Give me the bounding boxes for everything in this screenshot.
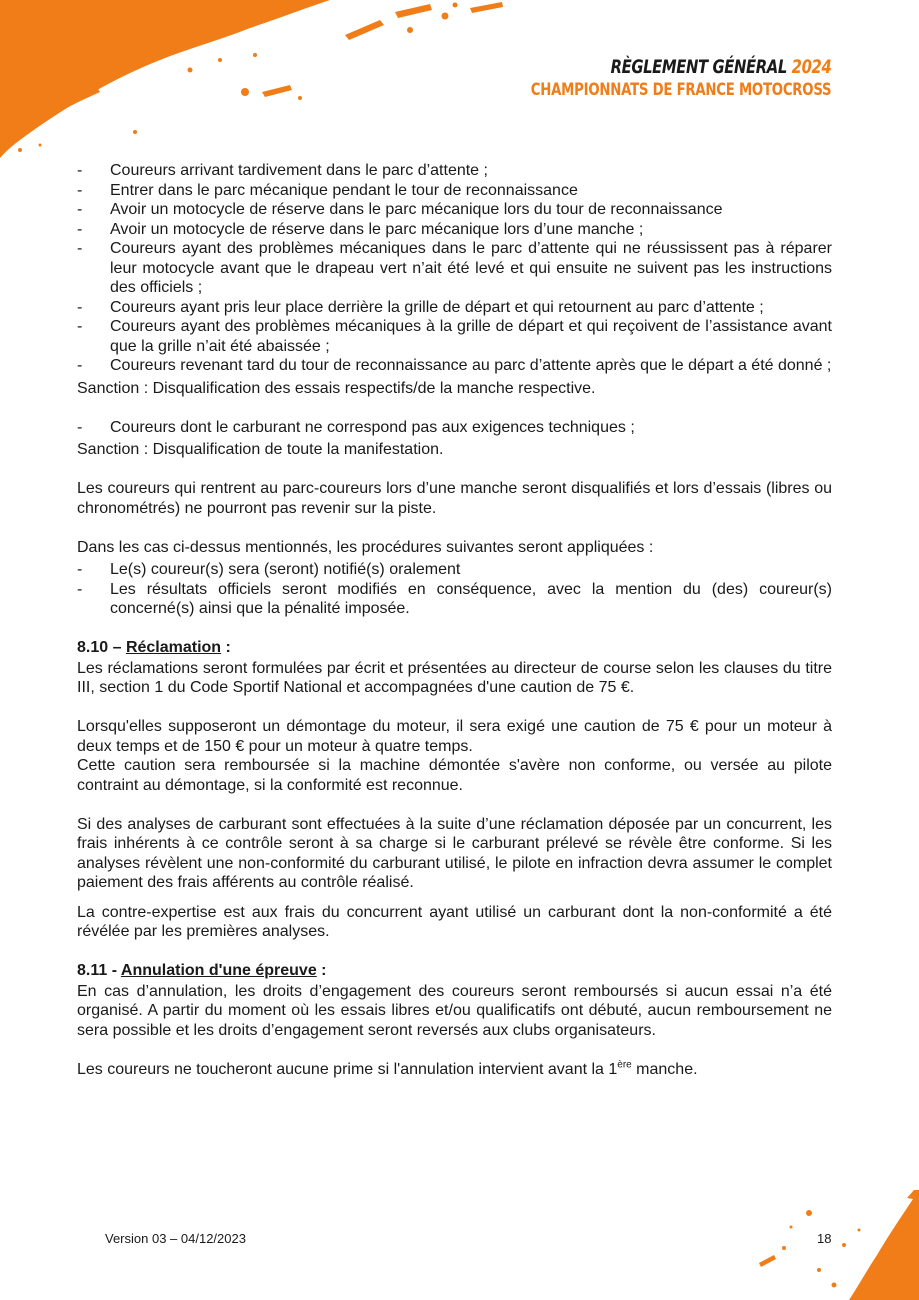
document-header <box>530 56 831 101</box>
paragraph: En cas d’annulation, les droits d’engagement des coureurs seront remboursés si aucun essai n’a été organisé. A partir du moment où les essais libres et/ou qualificatifs ont débuté, aucun remboursement ne sera possible et les droits d’engagement seront reversés aux clubs organisateurs. <box>77 982 832 1039</box>
orange-splash-decoration-bottom <box>749 1190 919 1300</box>
fuel-infraction-list <box>77 418 832 438</box>
paragraph: Les réclamations seront formulées par écrit et présentées au directeur de course selon les clauses du titre III, section 1 du Code Sportif National et accompagnées d'une caution de 75 €. <box>77 659 832 696</box>
section-number: 8.10 – <box>77 639 126 656</box>
header-subtitle: CHAMPIONNATS DE FRANCE MOTOCROSS <box>530 80 831 100</box>
section-colon: : <box>316 962 327 979</box>
procedures-intro: Dans les cas ci-dessus mentionnés, les procédures suivantes seront appliquées : <box>77 538 654 556</box>
footer-version: Version 03 – 04/12/2023 <box>105 1231 246 1246</box>
list-item: - Coureurs revenant tard du tour de reconnaissance au parc d’attente après que le départ a été donné ; <box>77 356 832 376</box>
section-heading-8-11 <box>77 961 832 981</box>
paragraph: Si des analyses de carburant sont effectuées à la suite d’une réclamation déposée par un concurrent, les frais inhérents à ce contrôle seront à sa charge si le carburant prélevé se révèle être conforme. Si les analyses révèlent une non-conformité du carburant utilisé, le pilote en infraction devra assumer le complet paiement des frais afférents au contrôle réalisé. <box>77 815 832 891</box>
section-colon: : <box>221 639 231 656</box>
list-item: - Coureurs arrivant tardivement dans le parc d’attente ; <box>77 161 832 181</box>
list-item: - Coureurs ayant des problèmes mécaniques à la grille de départ et qui reçoivent de l’assistance avant que la grille n’ait été abaissée ; <box>77 317 832 356</box>
section-title: Annulation d'une épreuve <box>120 962 317 979</box>
list-item: - Coureurs ayant des problèmes mécaniques dans le parc d’attente qui ne réussissent pas à réparer leur motocycle avant que le drapeau vert n’ait été levé et qui ensuite ne suivent pas les instructions des officiels ; <box>77 239 832 298</box>
section-title: Réclamation <box>125 639 222 656</box>
section-number: 8.11 - <box>77 962 121 979</box>
paragraph <box>77 1060 832 1080</box>
text-run: manche. <box>631 1060 698 1078</box>
header-year: 2024 <box>791 56 831 78</box>
list-item: - Entrer dans le parc mécanique pendant le tour de reconnaissance <box>77 181 832 201</box>
superscript: ère <box>617 1059 632 1071</box>
infractions-list <box>77 161 832 376</box>
page-number: 18 <box>817 1231 832 1246</box>
section-heading-8-10 <box>77 638 832 658</box>
document-body <box>77 161 832 1079</box>
list-item: - Les résultats officiels seront modifiés en conséquence, avec la mention du (des) coureur(s) concerné(s) ainsi que la pénalité imposée. <box>77 580 832 619</box>
orange-splash-decoration-top <box>0 0 520 170</box>
paragraph: La contre-expertise est aux frais du concurrent ayant utilisé un carburant dont la non-conformité a été révélée par les premières analyses. <box>77 903 832 940</box>
list-item: - Coureurs ayant pris leur place derrière la grille de départ et qui retournent au parc d’attente ; <box>77 298 832 318</box>
list-item: - Coureurs dont le carburant ne correspond pas aux exigences techniques ; <box>77 418 832 438</box>
text-run: Les coureurs ne toucheront aucune prime si l'annulation intervient avant la 1 <box>77 1060 618 1078</box>
parc-coureurs-paragraph: Les coureurs qui rentrent au parc-coureurs lors d’une manche seront disqualifiés et lors d’essais (libres ou chronométrés) ne pourront pas revenir sur la piste. <box>77 480 832 517</box>
sanction-text: Sanction : Disqualification des essais respectifs/de la manche respective. <box>77 379 596 397</box>
sanction-text: Sanction : Disqualification de toute la manifestation. <box>77 441 444 458</box>
paragraph: Lorsqu'elles supposeront un démontage du moteur, il sera exigé une caution de 75 € pour un moteur à deux temps et de 150 € pour un moteur à quatre temps. <box>77 718 832 755</box>
procedures-list <box>77 560 832 619</box>
paragraph: Cette caution sera remboursée si la machine démontée s'avère non conforme, ou versée au pilote contraint au démontage, si la conformité est reconnue. <box>77 757 832 794</box>
list-item: - Avoir un motocycle de réserve dans le parc mécanique lors d’une manche ; <box>77 220 832 240</box>
list-item: - Avoir un motocycle de réserve dans le parc mécanique lors du tour de reconnaissance <box>77 200 832 220</box>
header-title <box>530 56 831 78</box>
list-item: - Le(s) coureur(s) sera (seront) notifié(s) oralement <box>77 560 832 580</box>
header-title-prefix: RÈGLEMENT GÉNÉRAL <box>610 56 787 78</box>
